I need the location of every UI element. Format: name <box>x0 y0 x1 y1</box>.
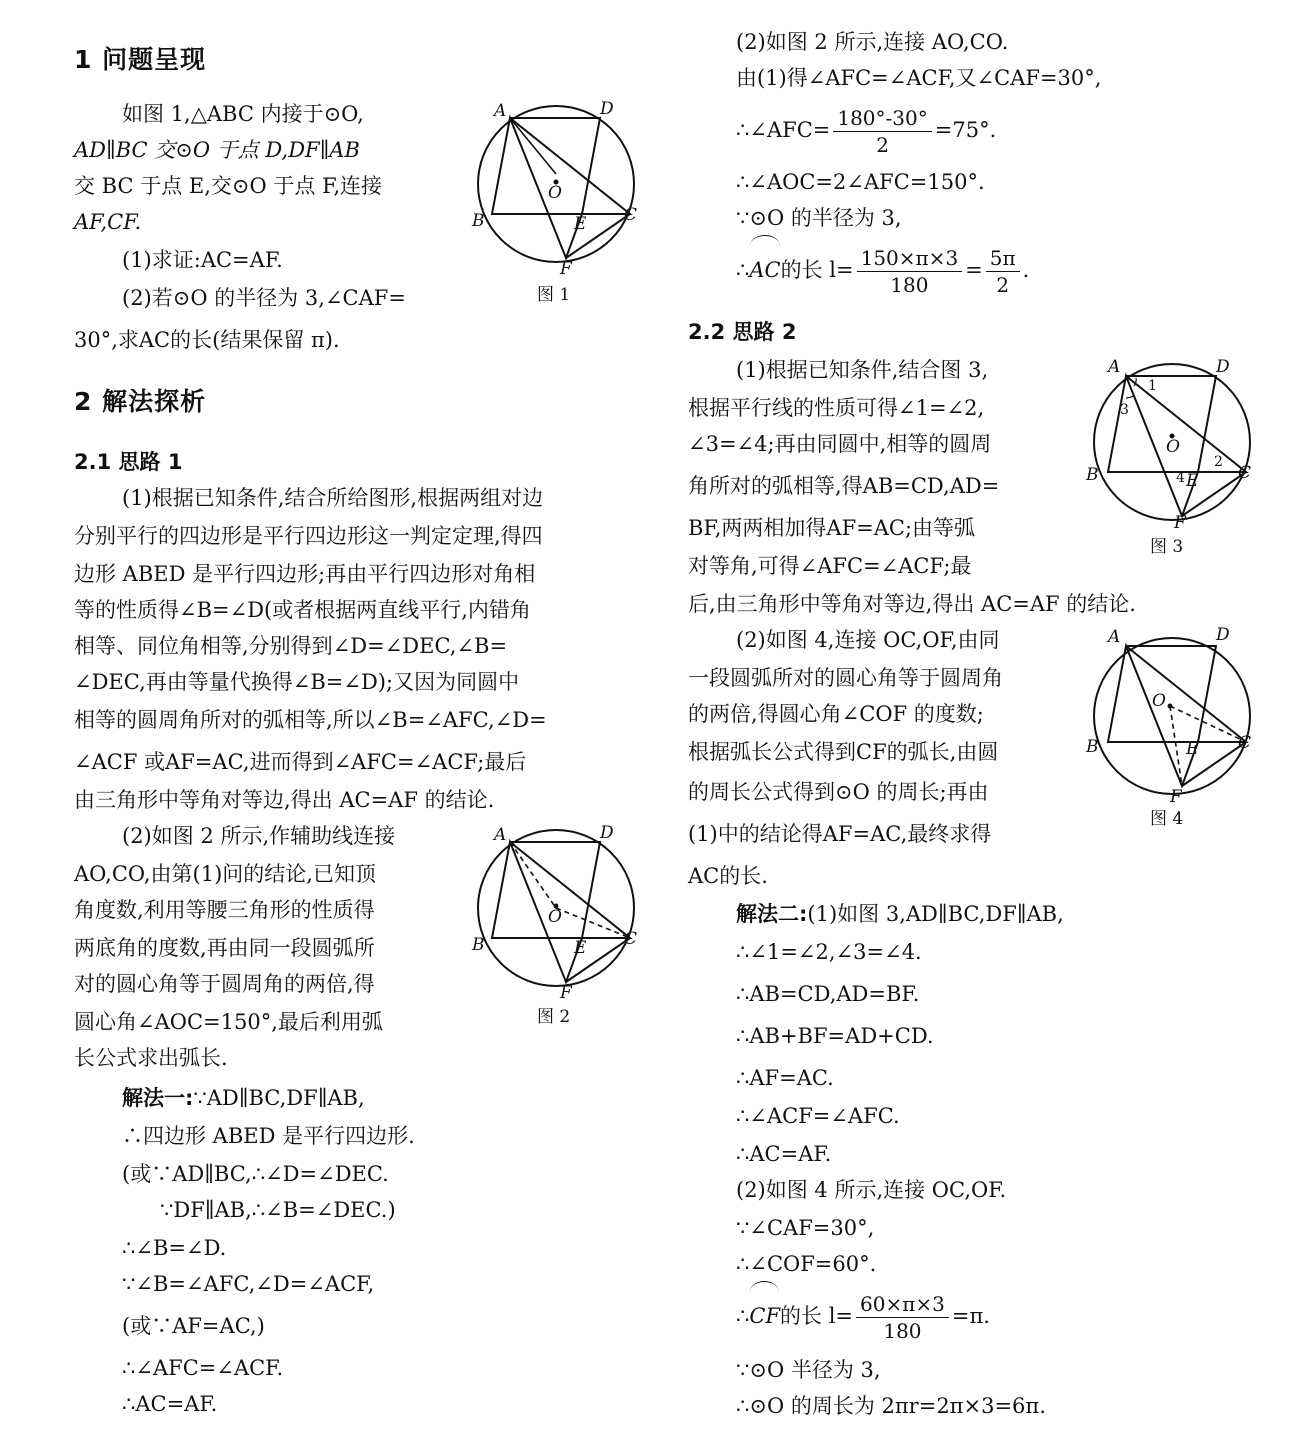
s22-para1-line: 根据平行线的性质可得∠1=∠2, <box>688 396 985 420</box>
fraction-numerator: 150×π×3 <box>857 245 963 272</box>
equals: = <box>965 258 983 282</box>
problem-question-2-cont: 30°,求AC的长(结果保留 π). <box>74 328 340 352</box>
fraction <box>856 1291 949 1344</box>
problem-question-1: (1)求证:AC=AF. <box>122 248 283 272</box>
svg-text:D: D <box>600 99 614 119</box>
figure-3 <box>1082 352 1262 536</box>
arc-ac: AC <box>749 240 780 300</box>
svg-text:B: B <box>1086 465 1099 485</box>
s22-para1-line: BF,两两相加得AF=AC;由等弧 <box>688 516 976 540</box>
solution1-step: ∴∠B=∠D. <box>122 1236 227 1260</box>
solution2-step: ∴∠COF=60°. <box>736 1252 877 1276</box>
subsection-title-2-1: 2.1 思路 1 <box>74 450 183 474</box>
s22-para2-line: (1)中的结论得AF=AC,最终求得 <box>688 822 992 846</box>
svg-text:A: A <box>1108 627 1121 647</box>
problem-line-1: 如图 1,△ABC 内接于⊙O, <box>122 102 364 126</box>
solution1-step: (或∵AD∥BC,∴∠D=∠DEC. <box>122 1162 389 1186</box>
s21-para2-line: 圆心角∠AOC=150°,最后利用弧 <box>74 1010 383 1034</box>
s21-para2-line: 长公式求出弧长. <box>74 1046 228 1070</box>
equals-pi: =π. <box>951 1304 990 1328</box>
solution2-label: 解法二: <box>736 902 808 926</box>
figure-3-caption: 图 3 <box>1150 537 1184 557</box>
figure-4 <box>1082 626 1262 810</box>
s22-para1-line: 角所对的弧相等,得AB=CD,AD= <box>688 474 1000 498</box>
fraction-denominator: 180 <box>883 1319 922 1343</box>
svg-text:F: F <box>1170 787 1182 806</box>
fraction <box>857 245 963 298</box>
figure-1 <box>468 96 648 280</box>
s21-para2-line: 角度数,利用等腰三角形的性质得 <box>74 898 375 922</box>
arc-cf: CF <box>749 1286 780 1346</box>
fraction-denominator: 2 <box>996 273 1010 297</box>
svg-text:O: O <box>1152 691 1166 711</box>
s22-para2-line: (2)如图 4,连接 OC,OF,由同 <box>736 628 1000 652</box>
s22-para1-line: ∠3=∠4;再由同圆中,相等的圆周 <box>688 432 992 456</box>
figure-1-caption: 图 1 <box>537 285 571 305</box>
svg-text:3: 3 <box>1120 402 1129 418</box>
s21-para1-line: (1)根据已知条件,结合所给图形,根据两组对边 <box>122 486 544 510</box>
svg-text:O: O <box>548 183 562 203</box>
svg-text:C: C <box>624 929 638 949</box>
arc-length-text: 的长 l= <box>780 258 854 282</box>
svg-text:C: C <box>1238 463 1252 483</box>
therefore: ∴ <box>736 1304 750 1328</box>
s21-para1-line: ∠ACF 或AF=AC,进而得到∠AFC=∠ACF;最后 <box>74 750 527 774</box>
svg-text:O: O <box>548 907 562 927</box>
figure-2-diagram <box>468 820 648 1000</box>
svg-text:B: B <box>472 211 485 231</box>
s22-para2-line: 一段圆弧所对的圆心角等于圆周角 <box>688 666 1003 690</box>
figure-1-diagram <box>468 96 648 276</box>
s21-para1-line: 由三角形中等角对等边,得出 AC=AF 的结论. <box>74 788 495 812</box>
s21-para1-line: 相等、同位角相等,分别得到∠D=∠DEC,∠B= <box>74 634 508 658</box>
s22-para2-line: AC的长. <box>688 864 768 888</box>
r-solution-fraction-line <box>736 100 996 160</box>
problem-question-2: (2)若⊙O 的半径为 3,∠CAF= <box>122 286 406 310</box>
r-arc-length-line <box>736 240 1029 300</box>
solution2-premise: (1)如图 3,AD∥BC,DF∥AB, <box>807 902 1064 926</box>
svg-text:F: F <box>1174 513 1186 532</box>
solution2-end-line: ∴⊙O 的周长为 2πr=2π×3=6π. <box>736 1394 1046 1418</box>
solution2-step: ∴AB+BF=AD+CD. <box>736 1024 934 1048</box>
fraction-denominator: 180 <box>890 273 929 297</box>
solution2-step: (2)如图 4 所示,连接 OC,OF. <box>736 1178 1007 1202</box>
cf-arc-length-line <box>736 1286 990 1346</box>
figure-2 <box>468 820 648 1004</box>
fraction-numerator: 5π <box>986 245 1020 272</box>
solution1-step: (或∵AF=AC,) <box>122 1314 265 1338</box>
svg-text:A: A <box>494 825 507 845</box>
solution2-first-line <box>736 900 1064 928</box>
svg-text:2: 2 <box>1214 454 1223 470</box>
s21-para2-line: 对的圆心角等于圆周角的两倍,得 <box>74 972 375 996</box>
solution1-step: ∵∠B=∠AFC,∠D=∠ACF, <box>122 1272 375 1296</box>
solution1-step: ∴四边形 ABED 是平行四边形. <box>122 1124 415 1148</box>
r-solution-line: ∵⊙O 的半径为 3, <box>736 206 902 230</box>
figure-4-caption: 图 4 <box>1150 809 1184 829</box>
s21-para1-line: 分别平行的四边形是平行四边形这一判定定理,得四 <box>74 524 543 548</box>
s21-para1-line: 相等的圆周角所对的弧相等,所以∠B=∠AFC,∠D= <box>74 708 547 732</box>
s21-para1-line: 边形 ABED 是平行四边形;再由平行四边形对角相 <box>74 562 536 586</box>
svg-text:1: 1 <box>1148 378 1157 394</box>
svg-text:E: E <box>574 214 587 234</box>
fraction <box>833 105 931 158</box>
s21-para1-line: ∠DEC,再由等量代换得∠B=∠D);又因为同圆中 <box>74 670 520 694</box>
svg-text:E: E <box>574 938 587 958</box>
solution2-step: ∴AC=AF. <box>736 1142 832 1166</box>
fraction-numerator: 180°-30° <box>833 105 931 132</box>
svg-text:E: E <box>1186 739 1199 759</box>
therefore: ∴ <box>736 258 750 282</box>
s21-para1-line: 等的性质得∠B=∠D(或者根据两直线平行,内错角 <box>74 598 531 622</box>
problem-line-2: AD∥BC 交⊙O 于点 D,DF∥AB <box>74 138 360 162</box>
solution1-first-line <box>122 1084 365 1112</box>
s21-para2-line: (2)如图 2 所示,作辅助线连接 <box>122 824 396 848</box>
section-title-analysis: 2 解法探析 <box>74 387 207 416</box>
problem-line-3: 交 BC 于点 E,交⊙O 于点 F,连接 <box>74 174 383 198</box>
section-title-problem: 1 问题呈现 <box>74 45 207 74</box>
r-solution-line: ∴∠AOC=2∠AFC=150°. <box>736 170 985 194</box>
svg-text:A: A <box>1108 357 1121 377</box>
s22-para1-line: (1)根据已知条件,结合图 3, <box>736 358 989 382</box>
solution1-step: ∴AC=AF. <box>122 1392 218 1416</box>
svg-text:D: D <box>1216 357 1230 377</box>
solution2-step: ∴AB=CD,AD=BF. <box>736 982 920 1006</box>
r-fraction-suffix: =75°. <box>934 118 997 142</box>
svg-text:4: 4 <box>1176 470 1185 486</box>
svg-text:F: F <box>560 983 572 1000</box>
s22-para1-line: 后,由三角形中等角对等边,得出 AC=AF 的结论. <box>688 592 1136 616</box>
solution1-step: ∵DF∥AB,∴∠B=∠DEC.) <box>160 1198 396 1222</box>
svg-text:A: A <box>494 101 507 121</box>
svg-text:B: B <box>472 935 485 955</box>
subsection-title-2-2: 2.2 思路 2 <box>688 320 797 344</box>
solution1-premise: ∵AD∥BC,DF∥AB, <box>193 1086 365 1110</box>
s21-para2-line: 两底角的度数,再由同一段圆弧所 <box>74 936 375 960</box>
s22-para2-line: 根据弧长公式得到CF的弧长,由圆 <box>688 740 999 764</box>
solution2-step: ∴∠1=∠2,∠3=∠4. <box>736 940 922 964</box>
solution2-step: ∴∠ACF=∠AFC. <box>736 1104 900 1128</box>
s22-para2-line: 的周长公式得到⊙O 的周长;再由 <box>688 780 989 804</box>
solution2-step: ∵∠CAF=30°, <box>736 1216 875 1240</box>
solution1-step: ∴∠AFC=∠ACF. <box>122 1356 284 1380</box>
fraction-numerator: 60×π×3 <box>856 1291 949 1318</box>
figure-3-diagram <box>1082 352 1262 532</box>
svg-text:C: C <box>1238 733 1252 753</box>
r-solution-line: 由(1)得∠AFC=∠ACF,又∠CAF=30°, <box>736 66 1102 90</box>
svg-text:O: O <box>1166 437 1180 457</box>
s21-para2-line: AO,CO,由第(1)问的结论,已知顶 <box>74 862 376 886</box>
fraction-denominator: 2 <box>876 133 889 157</box>
figure-2-caption: 图 2 <box>537 1007 571 1027</box>
svg-text:B: B <box>1086 737 1099 757</box>
svg-text:C: C <box>624 205 638 225</box>
svg-text:F: F <box>560 259 572 276</box>
figure-4-diagram <box>1082 626 1262 806</box>
svg-text:D: D <box>1216 626 1230 645</box>
svg-text:D: D <box>600 823 614 843</box>
arc-length-text: 的长 l= <box>780 1304 854 1328</box>
solution2-end-line: ∵⊙O 半径为 3, <box>736 1358 881 1382</box>
r-fraction-prefix: ∴∠AFC= <box>736 118 831 142</box>
problem-line-4: AF,CF. <box>74 210 142 234</box>
solution1-label: 解法一: <box>122 1086 194 1110</box>
s22-para2-line: 的两倍,得圆心角∠COF 的度数; <box>688 702 984 726</box>
period: . <box>1022 258 1030 282</box>
r-solution-line: (2)如图 2 所示,连接 AO,CO. <box>736 30 1009 54</box>
solution2-step: ∴AF=AC. <box>736 1066 834 1090</box>
fraction <box>986 245 1020 298</box>
svg-text:E: E <box>1186 471 1199 491</box>
s22-para1-line: 对等角,可得∠AFC=∠ACF;最 <box>688 554 972 578</box>
